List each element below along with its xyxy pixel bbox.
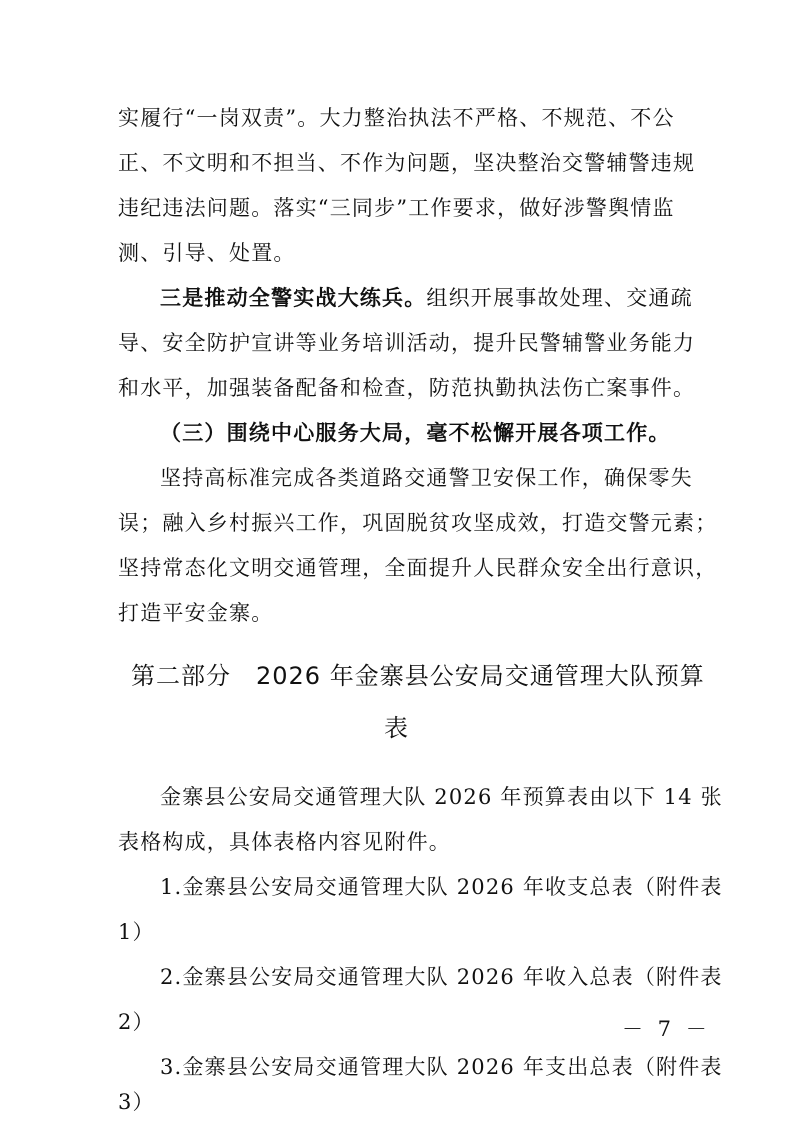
body-text-line: 误；融入乡村振兴工作，巩固脱贫攻坚成效，打造交警元素； — [118, 511, 718, 535]
body-text-line: 坚持高标准完成各类道路交通警卫安保工作，确保零失 — [160, 466, 693, 490]
paragraph-lead-bold: 三是推动全警实战大练兵。 — [160, 286, 427, 310]
body-text-line: 正、不文明和不担当、不作为问题，坚决整治交警辅警违规 — [118, 151, 696, 175]
subsection-heading: （三）围绕中心服务大局，毫不松懈开展各项工作。 — [160, 421, 671, 445]
list-item: 1.金寨县公安局交通管理大队 2026 年收支总表（附件表 — [160, 875, 723, 899]
body-text-line: 导、安全防护宣讲等业务培训活动，提升民警辅警业务能力 — [118, 331, 696, 355]
paragraph-text: 组织开展事故处理、交通疏 — [426, 286, 693, 310]
paragraph-line — [160, 284, 693, 312]
part-heading: 第二部分 2026 年金寨县公安局交通管理大队预算 — [131, 662, 705, 690]
list-item: 2.金寨县公安局交通管理大队 2026 年收入总表（附件表 — [160, 965, 723, 989]
list-item-continued: 2） — [118, 1010, 155, 1034]
body-text-line: 违纪违法问题。落实“三同步”工作要求，做好涉警舆情监 — [118, 196, 675, 220]
body-text-line: 打造平安金寨。 — [118, 601, 274, 625]
body-text-line: 和水平，加强装备配备和检查，防范执勤执法伤亡案事件。 — [118, 376, 696, 400]
part-heading-continued: 表 — [384, 714, 409, 742]
page-number: － 7 － — [622, 1017, 711, 1041]
list-item: 3.金寨县公安局交通管理大队 2026 年支出总表（附件表 — [160, 1055, 723, 1079]
list-item-continued: 3） — [118, 1090, 155, 1114]
body-text-line: 坚持常态化文明交通管理，全面提升人民群众安全出行意识， — [118, 556, 718, 580]
body-text-line: 测、引导、处置。 — [118, 241, 296, 265]
list-item-continued: 1） — [118, 920, 155, 944]
intro-text-line: 表格构成，具体表格内容见附件。 — [118, 830, 451, 854]
body-text-line: 实履行“一岗双责”。大力整治执法不严格、不规范、不公 — [118, 106, 675, 130]
intro-text-line: 金寨县公安局交通管理大队 2026 年预算表由以下 14 张 — [160, 785, 723, 809]
